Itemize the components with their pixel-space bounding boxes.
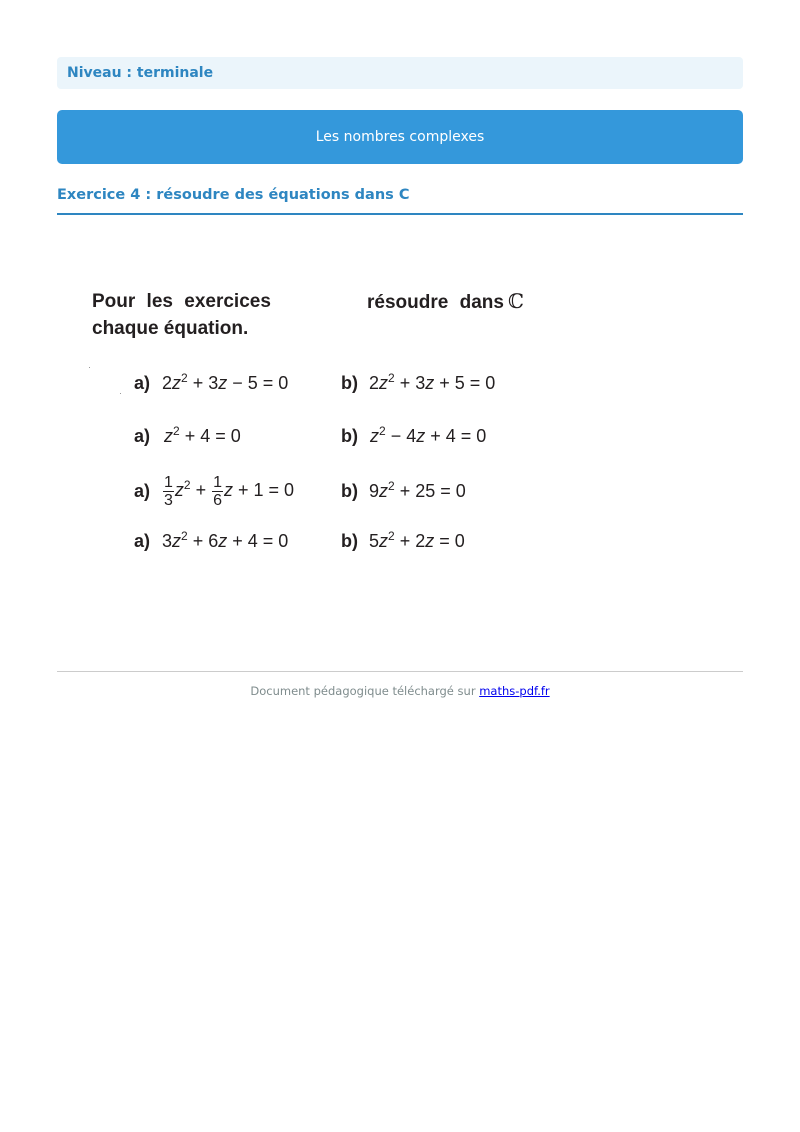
statement-part2: résoudre dans ℂ (367, 289, 524, 313)
level-label: Niveau : terminale (57, 57, 743, 89)
fraction-one-third: $\frac{1}{3}$ (164, 473, 173, 509)
footer-link[interactable]: maths-pdf.fr (479, 684, 550, 698)
equation-row-2 (57, 423, 743, 463)
scan-speck (89, 367, 90, 368)
label-b: b) (341, 426, 358, 446)
footer (57, 684, 743, 698)
equation-4a: $3z^2 + 6z + 4 = 0$ (162, 529, 289, 551)
fraction-one-sixth: $\frac{1}{6}$ (213, 473, 223, 509)
label-b: b) (341, 373, 358, 393)
equation-2a: $z^2 + 4 = 0$ (164, 424, 241, 446)
label-a: a) (134, 426, 151, 446)
equation-row-4 (57, 528, 743, 568)
label-a: a) (134, 481, 151, 501)
exercise-title: Exercice 4 : résoudre des équations dans C (57, 185, 743, 215)
equation-row-1 (57, 370, 743, 410)
equation-3a: $\frac{1}{3}$ $z^2$ + $\frac{1}{6}$ z + 1 = 0 (164, 473, 295, 509)
footer-divider (57, 671, 743, 672)
equation-4b: $5z^2 + 2z = 0$ (369, 529, 465, 551)
equation-1b: $2z^2 + 3z + 5 = 0$ (369, 371, 496, 393)
equation-1a: $2z^2 + 3z - 5 = 0$ (162, 371, 289, 393)
label-b: b) (341, 481, 358, 501)
label-b: b) (341, 531, 358, 551)
equation-row-3 (57, 468, 743, 518)
complex-set-symbol: ℂ (507, 289, 524, 313)
statement-part3: chaque équation. (92, 318, 249, 339)
statement-part1: Pour les exercices (92, 291, 271, 312)
label-a: a) (134, 531, 151, 551)
equation-2b: $z^2 - 4z + 4 = 0$ (370, 424, 487, 446)
footer-text: Document pédagogique téléchargé sur (250, 684, 480, 698)
exercise-image (57, 250, 743, 610)
label-a: a) (134, 373, 151, 393)
equation-3b: $9z^2 + 25 = 0$ (369, 479, 466, 501)
chapter-banner: Les nombres complexes (57, 110, 743, 164)
